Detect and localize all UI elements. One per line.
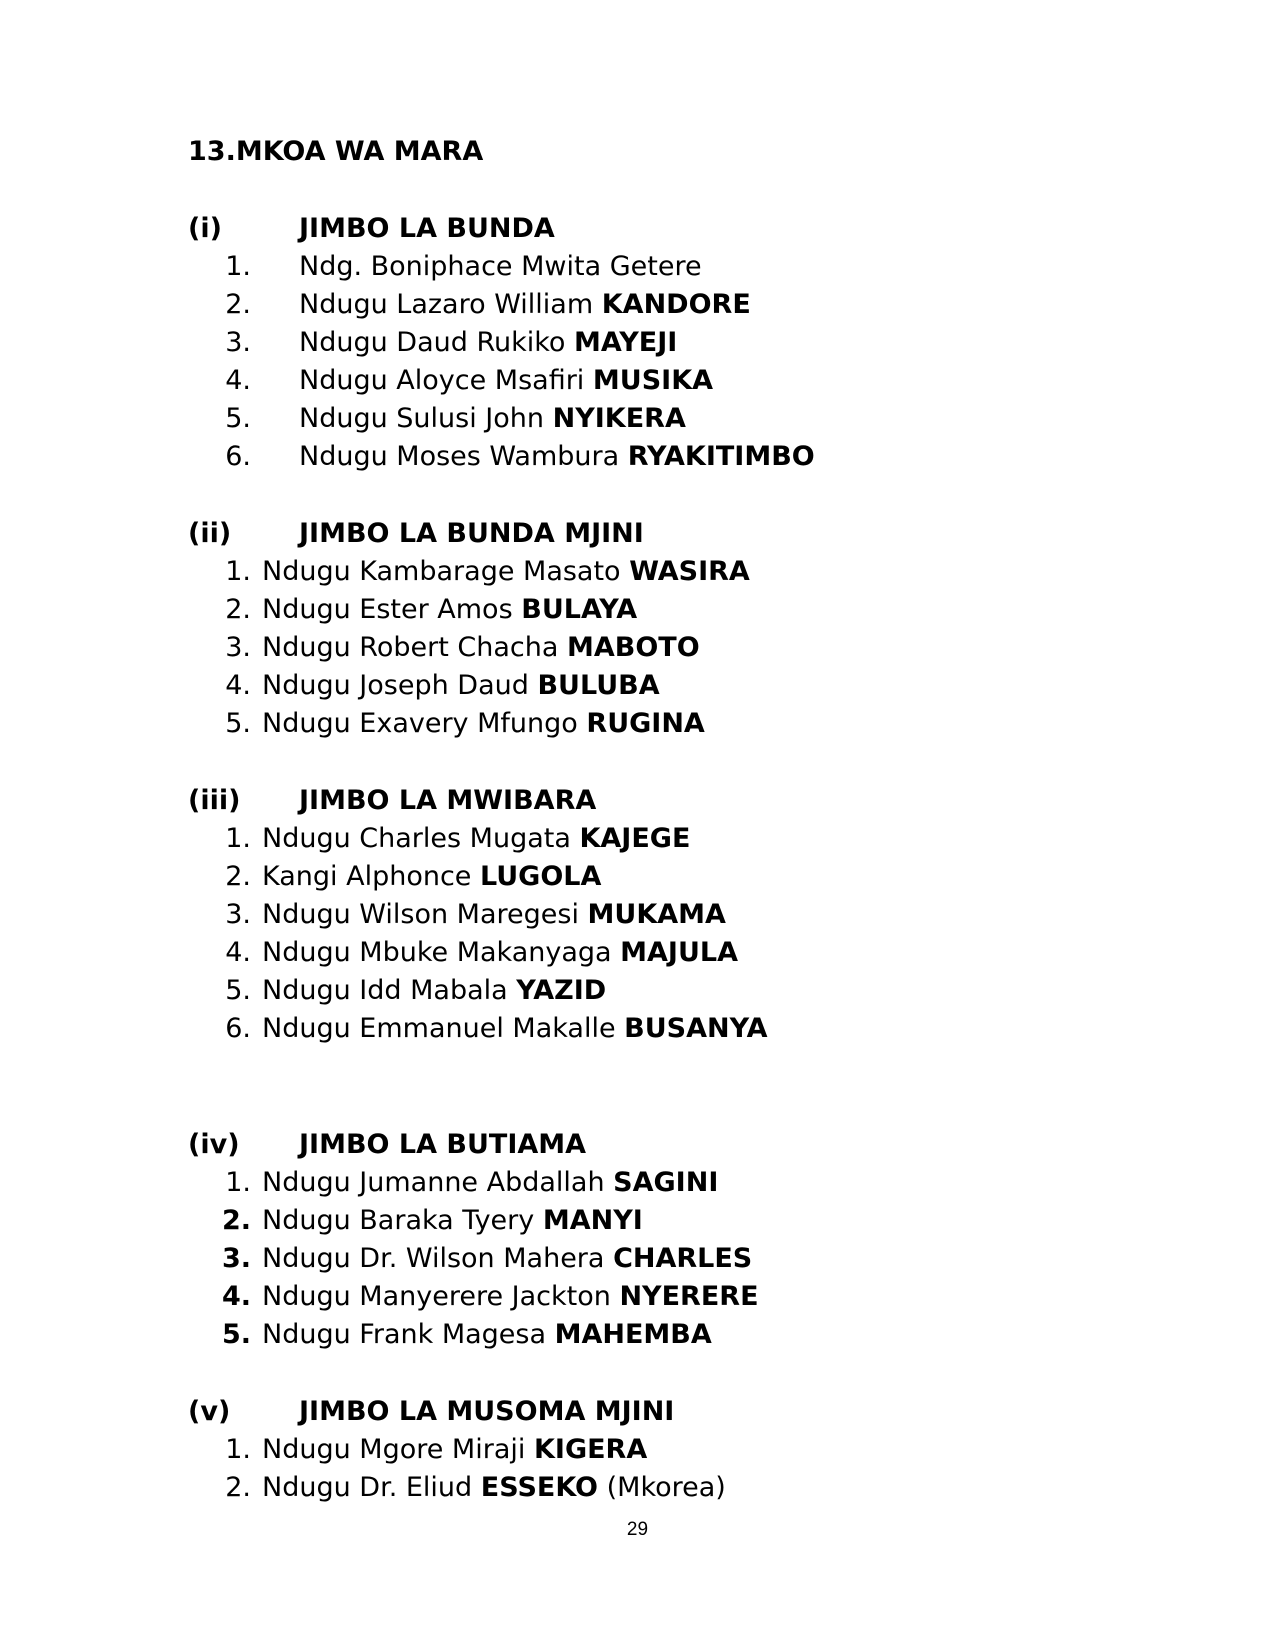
- list-item: [188, 1316, 1188, 1354]
- list-item: [188, 248, 1188, 286]
- surname: NYERERE: [619, 1281, 759, 1312]
- given-names: Ndugu Ester Amos: [262, 594, 513, 625]
- given-names: Ndugu Joseph Daud: [262, 670, 529, 701]
- list-item: [188, 629, 1188, 667]
- surname: BULUBA: [537, 670, 660, 701]
- section-jimbo-la-bunda-mjini: [188, 515, 1188, 743]
- list-item: [188, 1469, 1188, 1507]
- given-names: Ndugu Manyerere Jackton: [262, 1281, 611, 1312]
- given-names: Ndugu Robert Chacha: [262, 632, 559, 663]
- item-name: [262, 667, 660, 705]
- list-item: [188, 591, 1188, 629]
- surname: MANYI: [542, 1205, 643, 1236]
- region-title: 13.MKOA WA MARA: [188, 136, 484, 167]
- given-names: Ndugu Dr. Wilson Mahera: [262, 1243, 605, 1274]
- list-item: [188, 896, 1188, 934]
- surname: KANDORE: [601, 289, 751, 320]
- item-number: 2.: [221, 1205, 251, 1236]
- list-item: [188, 1164, 1188, 1202]
- given-names: Ndugu Baraka Tyery: [262, 1205, 535, 1236]
- section-title: JIMBO LA BUNDA: [299, 213, 555, 244]
- item-name: [299, 248, 702, 286]
- item-number: 5.: [221, 1319, 251, 1350]
- given-names: Ndugu Exavery Mfungo: [262, 708, 578, 739]
- list-item: [188, 438, 1188, 476]
- item-number: 5.: [225, 403, 251, 434]
- given-names: Ndugu Emmanuel Makalle: [262, 1013, 616, 1044]
- section-heading: [188, 1393, 1188, 1431]
- section-title: JIMBO LA MUSOMA MJINI: [299, 1396, 675, 1427]
- section-jimbo-la-bunda: [188, 210, 1188, 476]
- given-names: Ndugu Dr. Eliud: [262, 1472, 473, 1503]
- surname: KIGERA: [533, 1434, 648, 1465]
- section-number: (iv): [188, 1129, 240, 1160]
- item-name: [262, 1316, 712, 1354]
- surname: KAJEGE: [579, 823, 691, 854]
- item-name: [262, 972, 606, 1010]
- section-number: (i): [188, 213, 222, 244]
- surname: SAGINI: [613, 1167, 719, 1198]
- item-name: [262, 858, 601, 896]
- surname: MAYEJI: [574, 327, 678, 358]
- item-name: [262, 1010, 767, 1048]
- given-names: Ndugu Frank Magesa: [262, 1319, 547, 1350]
- list-item: [188, 934, 1188, 972]
- given-names: Ndugu Jumanne Abdallah: [262, 1167, 605, 1198]
- item-name: [262, 1469, 726, 1507]
- item-name: [299, 286, 751, 324]
- page-number: 29: [626, 1519, 649, 1540]
- item-name: [262, 820, 690, 858]
- item-name: [262, 1240, 752, 1278]
- item-number: 3.: [225, 899, 251, 930]
- list-item: [188, 1240, 1188, 1278]
- item-number: 1.: [225, 823, 251, 854]
- surname: ESSEKO: [480, 1472, 599, 1503]
- item-number: 2.: [225, 594, 251, 625]
- item-name: [262, 705, 705, 743]
- surname: NYIKERA: [552, 403, 686, 434]
- item-number: 4.: [221, 1281, 251, 1312]
- item-name: [262, 591, 637, 629]
- item-number: 3.: [225, 327, 251, 358]
- surname: WASIRA: [629, 556, 750, 587]
- name-suffix: (Mkorea): [606, 1472, 726, 1503]
- given-names: Kangi Alphonce: [262, 861, 472, 892]
- item-name: [262, 1278, 759, 1316]
- list-item: [188, 286, 1188, 324]
- list-item: [188, 705, 1188, 743]
- given-names: Ndugu Sulusi John: [299, 403, 545, 434]
- item-number: 2.: [225, 289, 251, 320]
- list-item: [188, 1431, 1188, 1469]
- surname: LUGOLA: [480, 861, 602, 892]
- section-title: JIMBO LA BUNDA MJINI: [299, 518, 644, 549]
- item-name: [262, 1164, 718, 1202]
- given-names: Ndugu Lazaro William: [299, 289, 594, 320]
- section-jimbo-la-butiama: [188, 1126, 1188, 1354]
- item-name: [262, 934, 738, 972]
- list-item: [188, 1278, 1188, 1316]
- item-number: 4.: [225, 937, 251, 968]
- list-item: [188, 362, 1188, 400]
- surname: MABOTO: [566, 632, 700, 663]
- section-title: JIMBO LA MWIBARA: [299, 785, 597, 816]
- item-number: 1.: [225, 556, 251, 587]
- list-item: [188, 820, 1188, 858]
- item-number: 1.: [225, 251, 251, 282]
- list-item: [188, 667, 1188, 705]
- item-name: [262, 553, 750, 591]
- item-number: 4.: [225, 670, 251, 701]
- item-number: 1.: [225, 1167, 251, 1198]
- given-names: Ndugu Wilson Maregesi: [262, 899, 579, 930]
- item-number: 6.: [225, 1013, 251, 1044]
- given-names: Ndugu Moses Wambura: [299, 441, 620, 472]
- list-item: [188, 324, 1188, 362]
- list-item: [188, 1010, 1188, 1048]
- surname: MAJULA: [620, 937, 739, 968]
- surname: BUSANYA: [624, 1013, 768, 1044]
- list-item: [188, 400, 1188, 438]
- given-names: Ndugu Kambarage Masato: [262, 556, 621, 587]
- item-number: 5.: [225, 975, 251, 1006]
- list-item: [188, 553, 1188, 591]
- item-name: [262, 1202, 643, 1240]
- item-name: [299, 400, 686, 438]
- section-number: (v): [188, 1396, 231, 1427]
- given-names: Ndugu Aloyce Msafiri: [299, 365, 585, 396]
- item-name: [262, 896, 726, 934]
- item-number: 6.: [225, 441, 251, 472]
- given-names: Ndugu Mbuke Makanyaga: [262, 937, 612, 968]
- item-number: 1.: [225, 1434, 251, 1465]
- given-names: Ndugu Daud Rukiko: [299, 327, 566, 358]
- list-item: [188, 1202, 1188, 1240]
- section-number: (ii): [188, 518, 232, 549]
- given-names: Ndg. Boniphace Mwita Getere: [299, 251, 702, 282]
- surname: MUKAMA: [587, 899, 726, 930]
- surname: RUGINA: [586, 708, 705, 739]
- surname: MAHEMBA: [554, 1319, 712, 1350]
- section-jimbo-la-musoma-mjini: [188, 1393, 1188, 1507]
- list-item: [188, 858, 1188, 896]
- item-number: 3.: [221, 1243, 251, 1274]
- item-number: 2.: [225, 1472, 251, 1503]
- section-jimbo-la-mwibara: [188, 782, 1188, 1048]
- section-heading: [188, 210, 1188, 248]
- item-name: [299, 362, 713, 400]
- item-name: [299, 438, 815, 476]
- item-number: 3.: [225, 632, 251, 663]
- item-name: [299, 324, 677, 362]
- section-title: JIMBO LA BUTIAMA: [299, 1129, 587, 1160]
- given-names: Ndugu Idd Mabala: [262, 975, 508, 1006]
- surname: CHARLES: [613, 1243, 753, 1274]
- item-name: [262, 629, 700, 667]
- given-names: Ndugu Charles Mugata: [262, 823, 571, 854]
- section-number: (iii): [188, 785, 241, 816]
- item-number: 4.: [225, 365, 251, 396]
- section-heading: [188, 1126, 1188, 1164]
- item-number: 5.: [225, 708, 251, 739]
- item-name: [262, 1431, 647, 1469]
- surname: YAZID: [516, 975, 607, 1006]
- surname: RYAKITIMBO: [627, 441, 815, 472]
- list-item: [188, 972, 1188, 1010]
- section-heading: [188, 515, 1188, 553]
- surname: BULAYA: [521, 594, 638, 625]
- surname: MUSIKA: [592, 365, 714, 396]
- given-names: Ndugu Mgore Miraji: [262, 1434, 526, 1465]
- item-number: 2.: [225, 861, 251, 892]
- section-heading: [188, 782, 1188, 820]
